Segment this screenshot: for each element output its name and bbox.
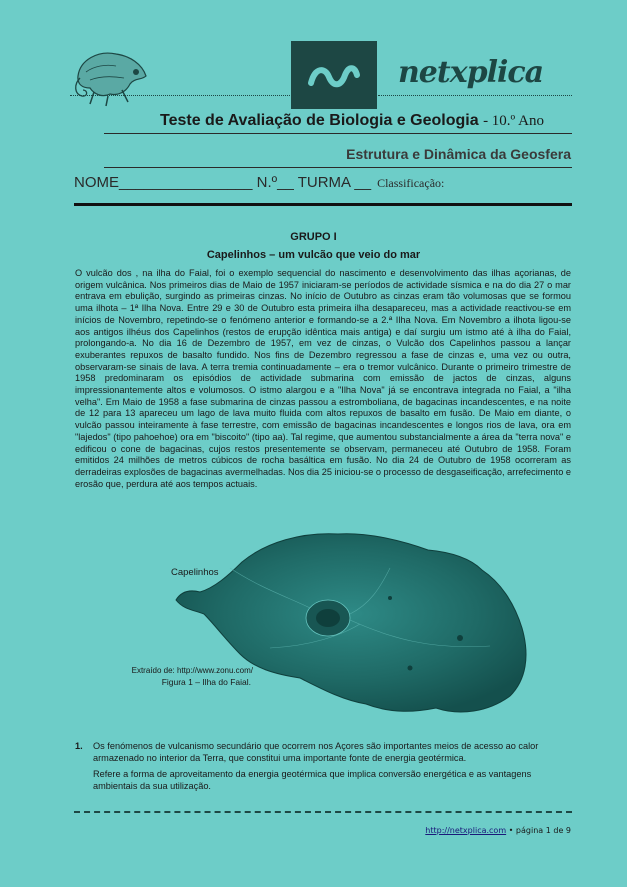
figure-source: Extraído de: http://www.zonu.com/: [131, 666, 253, 675]
wave-icon: [291, 41, 377, 109]
logo: [291, 41, 377, 109]
faial-island-image: [170, 528, 550, 720]
title-text: Teste de Avaliação de Biologia e Geologia: [160, 112, 479, 129]
footer-link[interactable]: http://netxplica.com: [425, 826, 507, 835]
name-field-line: [74, 174, 444, 191]
figure-caption: Figura 1 – Ilha do Faial.: [161, 677, 251, 687]
question-text: Os fenómenos de vulcanismo secundário que ocorrem nos Açores são importantes meios de acesso ao calor armazenado no interior da Terra, que constitui uma importante fonte de energia geotérmica.: [93, 741, 539, 763]
year-suffix: - 10.º Ano: [483, 113, 544, 129]
question-1: [75, 741, 571, 793]
page-number: • página 1 de 9: [508, 826, 571, 835]
main-paragraph: O vulcão dos , na ilha do Faial, foi o exemplo sequencial do nascimento e desenvolvimento das ilhas açorianas, de origem vulcânica. Nos primeiros dias de Maio de 1957 iniciaram-se períodos de actividade sísmica e na do dia 27 o mar entrava em ebulição, surgindo as primeiras cinzas. No início de Outubro as cinzas eram tão volumosas que se formou uma ilhota – 1ª Ilha Nova. Entre 29 e 30 de Outubro esta primeira ilha desapareceu, mas a actividade reactivou-se em inícios de Novembro, repetindo-se o fenómeno anterior e formando-se a 2.ª Ilha Nova. Em Novembro a ilhota ligou-se aos antigos ilhéus dos Capelinhos (restos de erupção idêntica mais antiga) e daí surgiu um istmo até à ilha do Faial, prolongando-a. No dia 16 de Dezembro de 1957, em vez de cinzas, o Vulcão dos Capelinhos passou a lançar exuberantes repuxos de basalto fundido. Nos fins de Dezembro regressou a fase de cinzas e, uma vez ou outra, observaram-se sinais de lava. A terra tremia continuadamente – era o tremor vulcânico. Durante o primeiro trimestre de 1958 predominaram os episódios de actividade submarina com emissão de jactos de cinzas, alguns impressionantemente altos e volumosos. O istmo alargou e a "Ilha Nova" já se encontrava integrada no Faial, a "ilha velha". Em Maio de 1958 a fase submarina de cinzas passou a estromboliana, de bagacinas incandescentes, e na noite de 12 para 13 apareceu um lago de lava muito fluida com altos repuxos de basalto em fusão. De Maio em diante, o vulcão passou inteiramente à fase terrestre, com emissão de bagacinas incandescentes e longos rios de lava, ora em "lajedos" (tipo pahoehoe) ora em "biscoito" (tipo aa). Tal regime, que aumentou substancialmente a área da "terra nova" e edificou o cone de bagacinas, cujos restos presentemente se observam, permaneceu até Outubro de 1958. Foram emitidos 24 milhões de metros cúbicos de rocha basáltica em fusão. No dia 24 de Outubro de 1958 ocorreram as derradeiras explosões de bagacinas avermelhadas. Nos dia 25 iniciou-se o processo de desgaseificação, arrefecimento e erosão que, perdura até aos tempos actuais.: [75, 268, 571, 489]
header-divider: [74, 203, 572, 206]
group-title: Capelinhos – um vulcão que veio do mar: [206, 249, 421, 261]
page-title: [160, 112, 544, 130]
brand-name: netxplica: [398, 55, 544, 90]
dotted-line: [70, 95, 290, 96]
footer-rule: [74, 811, 572, 813]
footer: [425, 826, 571, 835]
capelinhos-label: Capelinhos: [171, 567, 219, 578]
title-rule: [104, 133, 572, 134]
dotted-line-right: [378, 95, 572, 96]
question-prompt: Refere a forma de aproveitamento da energia geotérmica que implica conversão energética e as vantagens ambientais da sua utilização.: [93, 769, 532, 792]
chameleon-illustration: [72, 42, 152, 108]
page-subtitle: Estrutura e Dinâmica da Geosfera: [346, 146, 571, 162]
classification-label: Classificação:: [377, 176, 445, 190]
name-label: NOME________________ N.º__ TURMA __: [74, 174, 372, 191]
question-number: 1.: [75, 741, 83, 751]
group-heading: GRUPO I: [290, 231, 337, 243]
subtitle-rule: [104, 167, 572, 168]
